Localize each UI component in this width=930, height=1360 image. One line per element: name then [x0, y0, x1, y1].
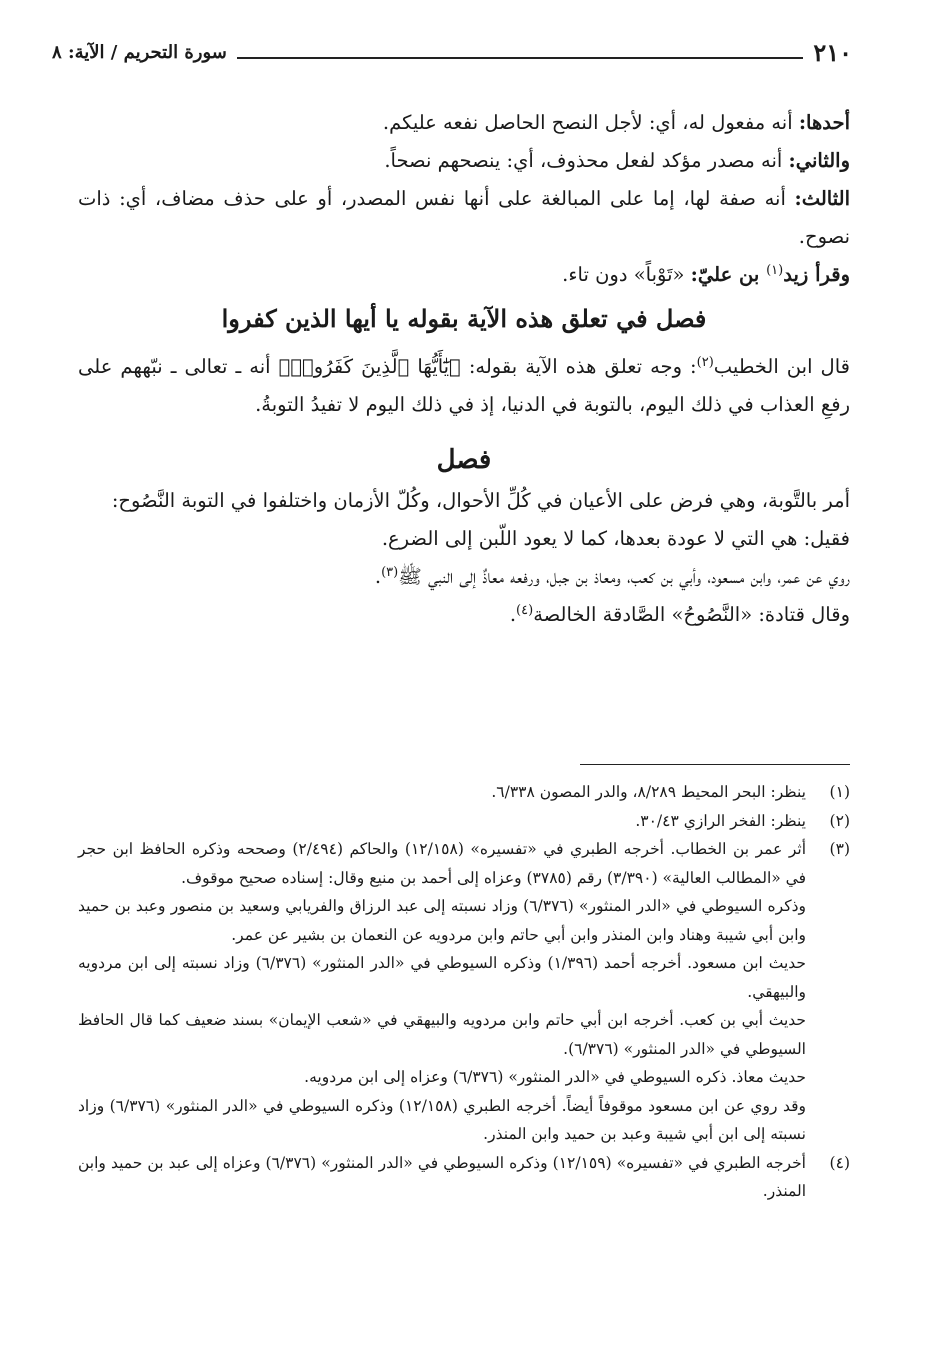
footnote-text: ينظر: الفخر الرازي ٣٠/٤٣. [635, 811, 806, 830]
paragraph-label: الثالث: [794, 187, 850, 210]
footnote [78, 1149, 850, 1206]
paragraph-first [78, 104, 850, 142]
footnote-ref[interactable]: (٢) [696, 355, 714, 370]
section-heading: فصل [436, 445, 492, 475]
running-title: سورة التحريم / الآية: ٨ [52, 41, 227, 63]
footnote-text: حديث ابن مسعود. أخرجه أحمد (١/٣٩٦) وذكره السيوطي في «الدر المنثور» (٦/٣٧٦) وزاد نسبته إلى ابن مردويه والبيهقي. [78, 954, 806, 1001]
footnote-number: (٤) [829, 1153, 850, 1172]
paragraph-body: أنه مصدر مؤكد لفعل محذوف، أي: ينصحهم نصحاً. [384, 149, 789, 172]
paragraph-body: أنه مفعول له، أي: لأجل النصح الحاصل نفعه عليكم. [382, 111, 799, 134]
paragraph-body: «تَوْباً» دون تاء. [562, 263, 691, 286]
paragraph-label: بن عليّ: [690, 263, 767, 286]
footnote-text: حديث أبي بن كعب. أخرجه ابن أبي حاتم وابن مردويه والبيهقي في «شعب الإيمان» بسند ضعيف كما قال الحافظ السيوطي في «الدر المنثور» (٦/٣٧٦). [78, 1011, 806, 1058]
section-heading: فصل في تعلق هذه الآية بقوله يا أيها الذين كفروا [221, 304, 707, 333]
page-number: ٢١٠ [813, 37, 852, 67]
footnote [78, 778, 850, 807]
main-text [78, 104, 850, 634]
header-rule [237, 57, 803, 59]
footnote-text: ينظر: البحر المحيط ٨/٢٨٩، والدر المصون ٦/٣٣٨. [491, 783, 806, 801]
paragraph-qil: فقيل: هي التي لا عودة بعدها، كما لا يعود اللّبن إلى الضرع. [381, 527, 850, 550]
footnote-text: أخرجه الطبري في «تفسيره» (١٢/١٥٩) وذكره السيوطي في «الدر المنثور» (٦/٣٧٦) وعزاه إلى عبد بن حميد وابن المنذر. [78, 1153, 806, 1200]
footnote-ref[interactable]: (٤) [516, 603, 534, 618]
footnote-number: (٢) [829, 811, 850, 830]
paragraph-second [78, 142, 850, 180]
paragraph-body: قال ابن الخطيب [713, 355, 850, 378]
paragraph-label: أحدها: [798, 111, 850, 134]
paragraph-ibn-khatib [78, 348, 850, 424]
paragraph-reading [78, 256, 850, 294]
paragraph-narration [78, 558, 850, 596]
paragraph-body: وقال قتادة: «النَّصُوحُ» الصَّادقة الخالصة [533, 603, 850, 626]
footnotes [78, 778, 850, 1206]
footnote-number: (٣) [829, 840, 850, 858]
footnote-ref[interactable]: (١) [766, 263, 784, 278]
paragraph-label: والثاني: [788, 149, 850, 172]
footnote-text: أثر عمر بن الخطاب. أخرجه الطبري في «تفسيره» (١٢/١٥٨) والحاكم (٢/٤٩٤) وصححه وذكره الحافظ ابن حجر في «المطالب العالية» (٣/٣٩٠) رقم (٣٧٨٥) وعزاه إلى أحمد بن منيع وقال: إسناده صحيح موقوف. [78, 840, 807, 887]
paragraph-tawba: أمر بالتَّوبة، وهي فرض على الأعيان في كُلِّ الأحوال، وكُلّ الأزمان واختلفوا في التوبة النَّصُوح: [111, 489, 850, 512]
paragraph-body: : وجه تعلق هذه الآية بقوله: ﴿يَٰٓأَيُّهَا ٱلَّذِينَ كَفَرُوا۟﴾ أنه ـ تعالى ـ نبّههم على رفعِ العذاب في ذلك اليوم، بالتوبة في الدنيا، إذ في ذلك اليوم لا تفيدُ التوبةُ. [78, 355, 850, 416]
footnote-ref[interactable]: (٣) [381, 565, 399, 580]
paragraph-qatada [78, 596, 850, 634]
footnote-text: حديث معاذ. ذكره السيوطي في «الدر المنثور» (٦/٣٧٦) وعزاه إلى ابن مردويه. [304, 1068, 806, 1086]
paragraph-body: أنه صفة لها، إما على المبالغة على أنها نفس المصدر، أو على حذف مضاف، أي: ذات نصوح. [78, 187, 850, 248]
footnote-number: (١) [829, 783, 850, 801]
paragraph-label: وقرأ زيد [783, 263, 850, 286]
paragraph-end: . [509, 603, 517, 626]
footnote [78, 807, 850, 836]
paragraph-end: . [374, 565, 382, 588]
paragraph-body: روي عن عمر، وابن مسعود، وأبي بن كعب، ومعاذ بن جبل، ورفعه معاذٌ إلى النبي ﷺ [398, 565, 850, 588]
footnote-text: وقد روي عن ابن مسعود موقوفاً أيضاً. أخرجه الطبري (١٢/١٥٨) وذكره السيوطي في «الدر المنثور» (٦/٣٧٦) وزاد نسبته إلى ابن أبي شيبة وعبد بن حميد وابن المنذر. [78, 1096, 806, 1143]
page-header [52, 36, 852, 68]
footnote [78, 835, 850, 1149]
paragraph-third [78, 180, 850, 256]
footnote-text: وذكره السيوطي في «الدر المنثور» (٦/٣٧٦) وزاد نسبته إلى عبد الرزاق والفريابي وسعيد بن منصور وعبد بن حميد وابن أبي شيبة وهناد وابن المنذر وابن أبي حاتم وابن مردويه عن النعمان بن بشير عن عمر. [78, 897, 806, 944]
footnote-separator [580, 764, 850, 765]
